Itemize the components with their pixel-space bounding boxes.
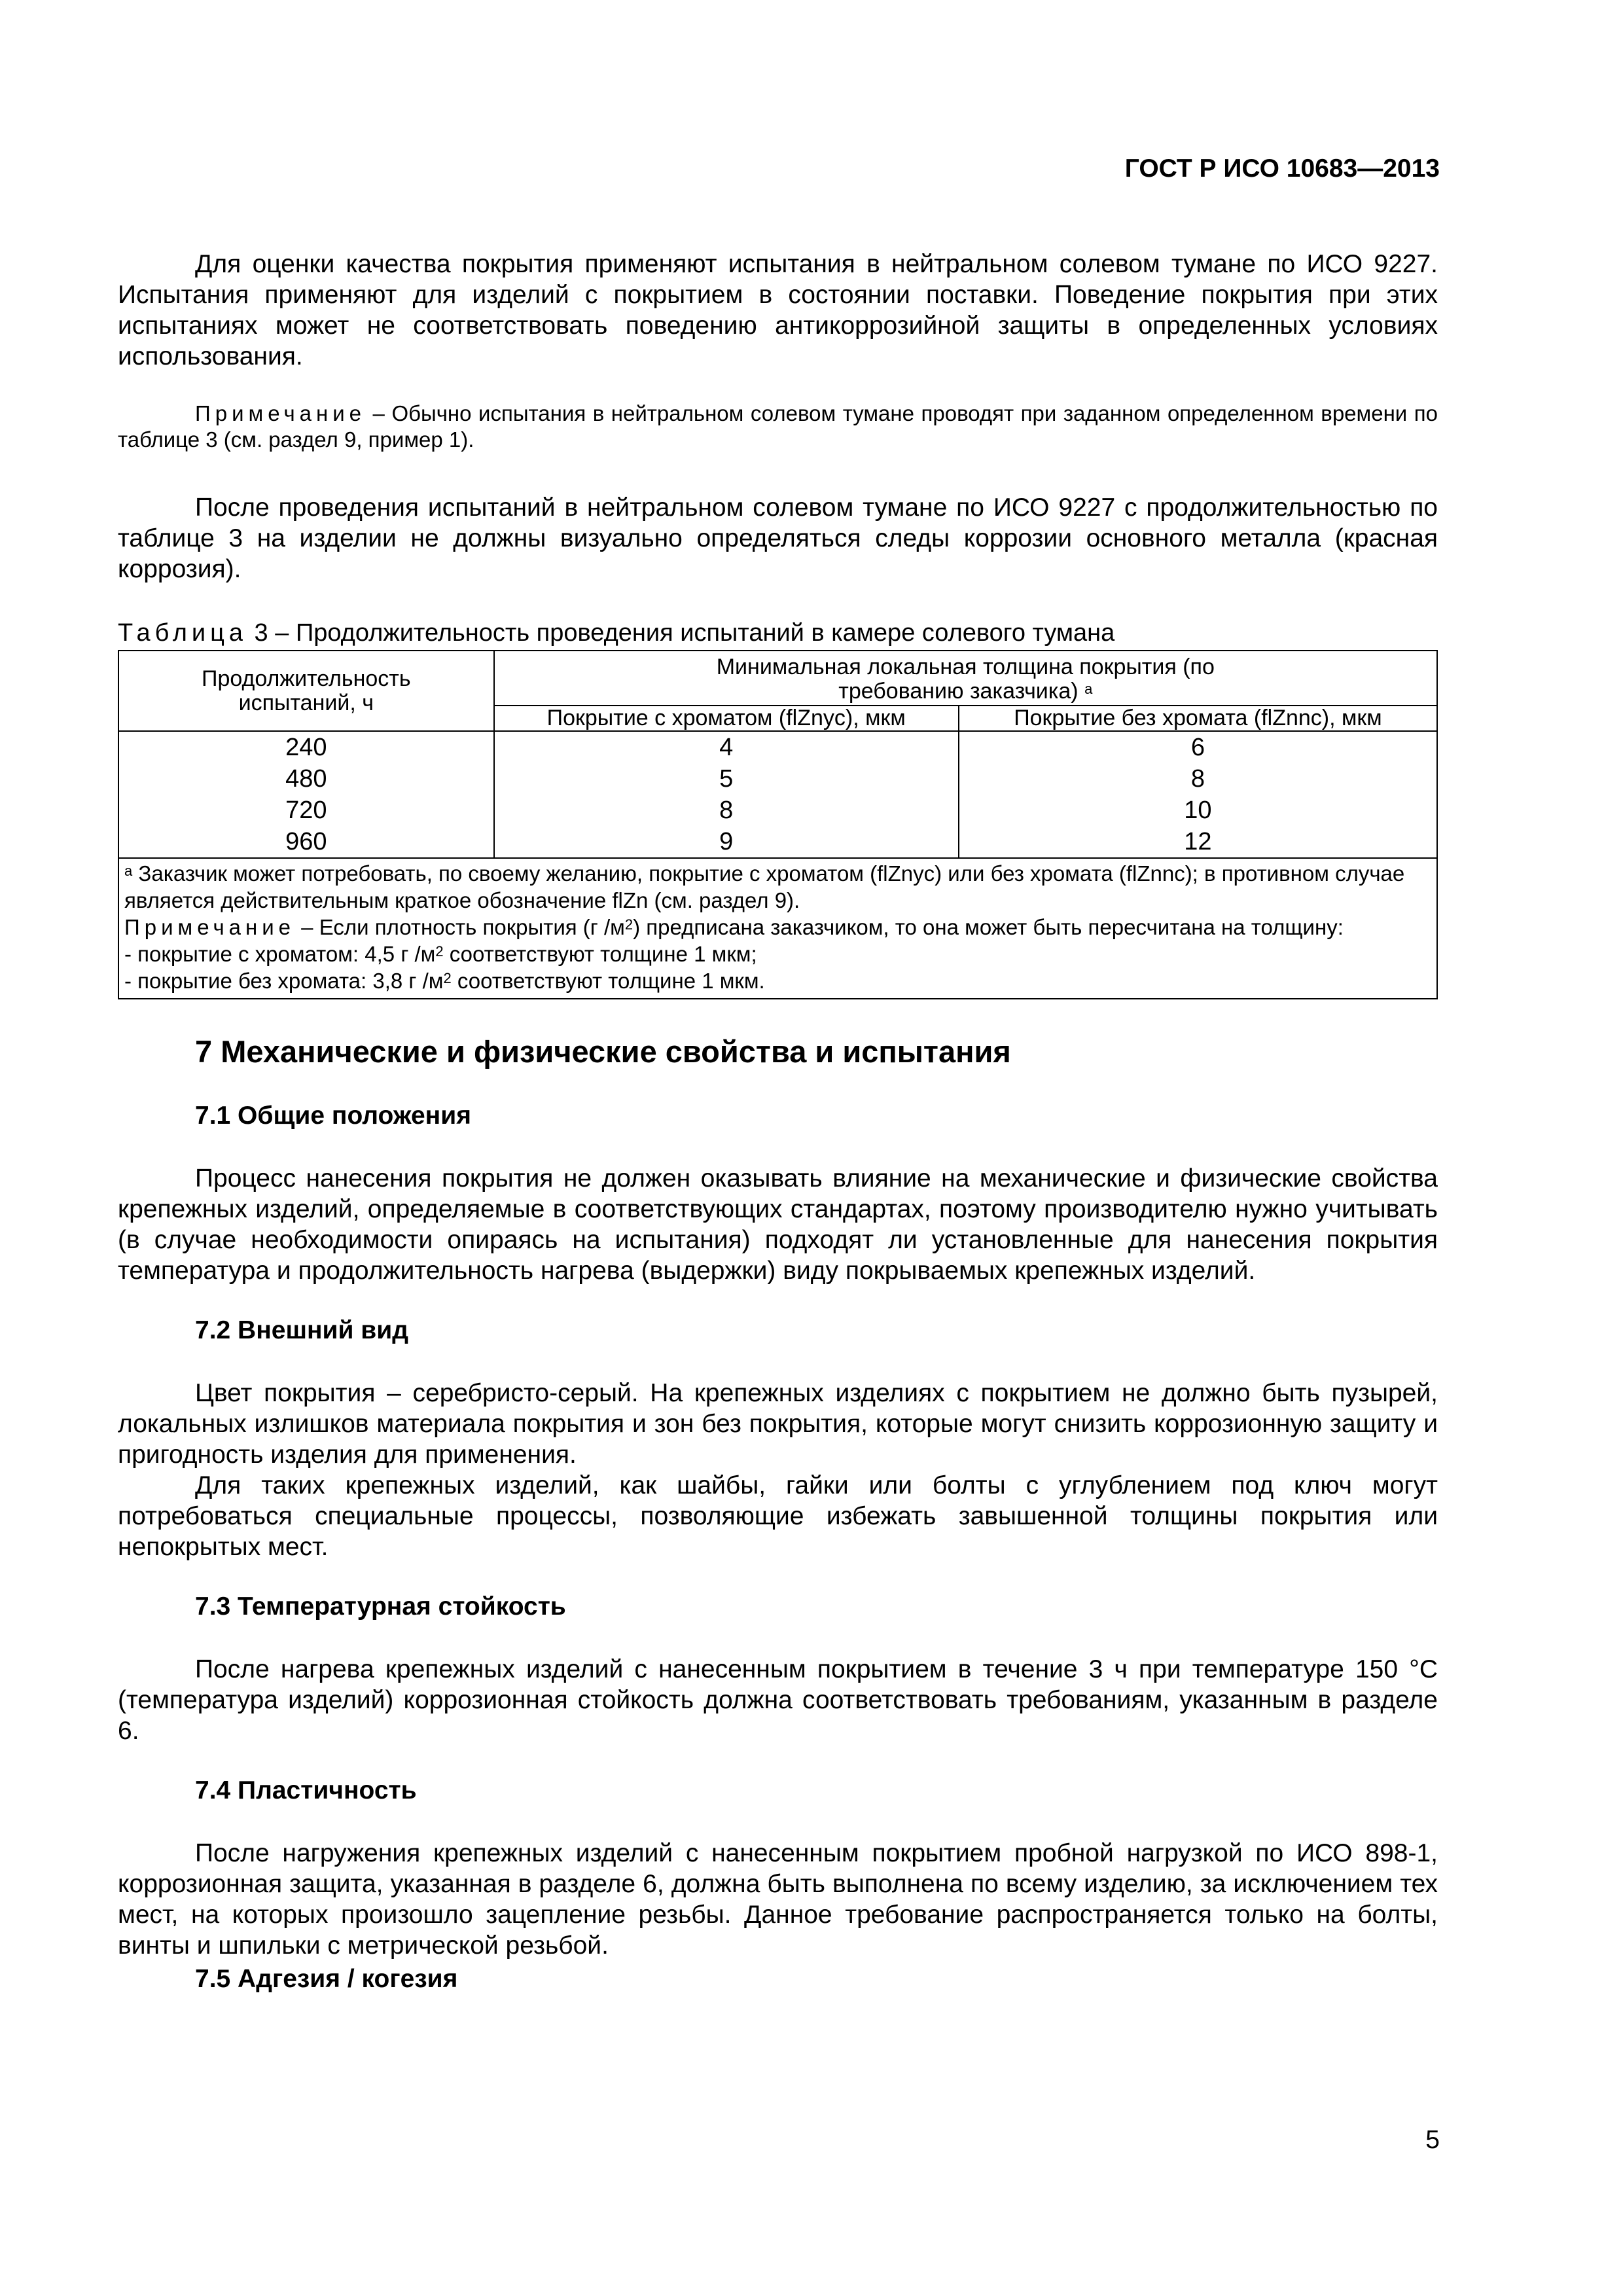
section-7-1-text: Процесс нанесения покрытия не должен оказывать влияние на механические и физические свойства крепежных изделий, определяемые в соответствующих стандартах, поэтому производителю нужно учитывать (в случае необходимости опираясь на испытания) подходят ли установленные для нанесения покрытия температура и продолжительность нагрева (выдержки) виду покрываемых крепежных изделий. [118,1164,1438,1285]
header-footnote-mark: a [1084,681,1093,697]
table-note-item-2: - покрытие без хромата: 3,8 г $/м^2$ соответствуют толщине 1 мкм. [124,969,765,993]
table-3 [118,650,1438,999]
table-footnote-row [118,858,1437,999]
section-7-1-heading: 7.1 Общие положения [195,1102,471,1130]
table-cell: 5 [719,765,734,793]
section-7-2-heading: 7.2 Внешний вид [195,1316,409,1344]
note-text: – Обычно испытания в нейтральном солевом тумане проводят при заданном определенном времени по таблице 3 (см. раздел 9, пример 1). [118,401,1438,452]
document-code-header: ГОСТ Р ИСО 10683—2013 [1124,154,1440,183]
section-7-3-text: После нагрева крепежных изделий с нанесенным покрытием в течение 3 ч при температуре 150 °С (температура изделий) коррозионная стойкость должна соответствовать требованиям, указанным в разделе 6. [118,1655,1438,1745]
table-cell: 960 [285,828,327,855]
section-7-4-heading: 7.4 Пластичность [195,1776,417,1804]
table-footnote: $^a$ Заказчик может потребовать, по своему желанию, покрытие с хроматом (flZnyc) или без хромата (flZnnc); в противном случае является действительным краткое обозначение flZn (см. раздел 9). [124,861,1405,912]
table-cell: 12 [1184,828,1212,855]
table-note-item-1: - покрытие с хроматом: 4,5 г $/м^2$ соответствуют толщине 1 мкм; [124,942,757,966]
section-7-4-text: После нагружения крепежных изделий с нанесенным покрытием пробной нагрузкой по ИСО 898-1, коррозионная защита, указанная в разделе 6, должна быть выполнена по всему изделию, за исключением тех мест, на которых произошло зацепление резьбы. Данное требование распространяется только на болты, винты и шпильки с метрической резьбой. [118,1839,1438,1960]
note-label: Примечание [195,401,366,425]
section-7-2-text-1: Цвет покрытия – серебристо-серый. На крепежных изделиях с покрытием не должно быть пузырей, локальных излишков материала покрытия и зон без покрытия, которые могут снизить коррозионную защиту и пригодность изделия для применения. [118,1379,1438,1469]
column-with-chromate [494,731,959,858]
table-cell: 10 [1184,797,1212,824]
table-cell: 9 [719,828,734,855]
table-cell: 480 [285,765,327,793]
section-7-heading: 7 Механические и физические свойства и испытания [195,1034,1011,1069]
table-header-row [118,651,1437,706]
table-caption-text: 3 – Продолжительность проведения испытаний в камере солевого тумана [247,619,1115,647]
intro-note [118,401,1438,453]
table-caption-label: Таблица [118,619,247,647]
table-cell: 8 [1190,765,1205,793]
header-duration: Продолжительность испытаний, ч [118,651,494,731]
column-hours [118,731,494,858]
column-without-chromate [959,731,1437,858]
table-caption [118,619,1438,647]
header-min-thickness: Минимальная локальная толщина покрытия (по требованию заказчика) $^a$ [494,651,1437,706]
intro-paragraph-1: Для оценки качества покрытия применяют испытания в нейтральном солевом тумане по ИСО 9227. Испытания применяют для изделий с покрытием в состоянии поставки. Поведение покрытия при этих испытаниях может не соответствовать поведению антикоррозийной защиты в определенных условиях использования. [118,250,1438,370]
table-note: Примечание – Если плотность покрытия (г $/м^2$) предписана заказчиком, то она может быть пересчитана на толщину: [124,915,1344,939]
page-content [118,249,1438,1995]
intro-paragraph-2: После проведения испытаний в нейтральном солевом тумане по ИСО 9227 с продолжительностью по таблице 3 на изделии не должны визуально определяться следы коррозии основного металла (красная коррозия). [118,493,1438,583]
table-cell: 240 [285,734,327,761]
section-7-2-text-2: Для таких крепежных изделий, как шайбы, гайки или болты с углублением под ключ могут потребоваться специальные процессы, позволяющие избежать завышенной толщины покрытия или непокрытых мест. [118,1471,1438,1561]
table-cell: 8 [719,797,734,824]
table-cell: 720 [285,797,327,824]
table-cell: 6 [1190,734,1205,761]
header-with-chromate: Покрытие с хроматом (flZnyc), мкм [494,706,959,731]
section-7-3-heading: 7.3 Температурная стойкость [195,1592,566,1621]
header-without-chromate: Покрытие без хромата (flZnnc), мкм [959,706,1437,731]
page-number: 5 [1425,2126,1440,2154]
table-values-row [118,731,1437,858]
table-footnote-cell [118,858,1437,999]
section-7-5-heading: 7.5 Адгезия / когезия [195,1965,458,1993]
table-cell: 4 [719,734,734,761]
